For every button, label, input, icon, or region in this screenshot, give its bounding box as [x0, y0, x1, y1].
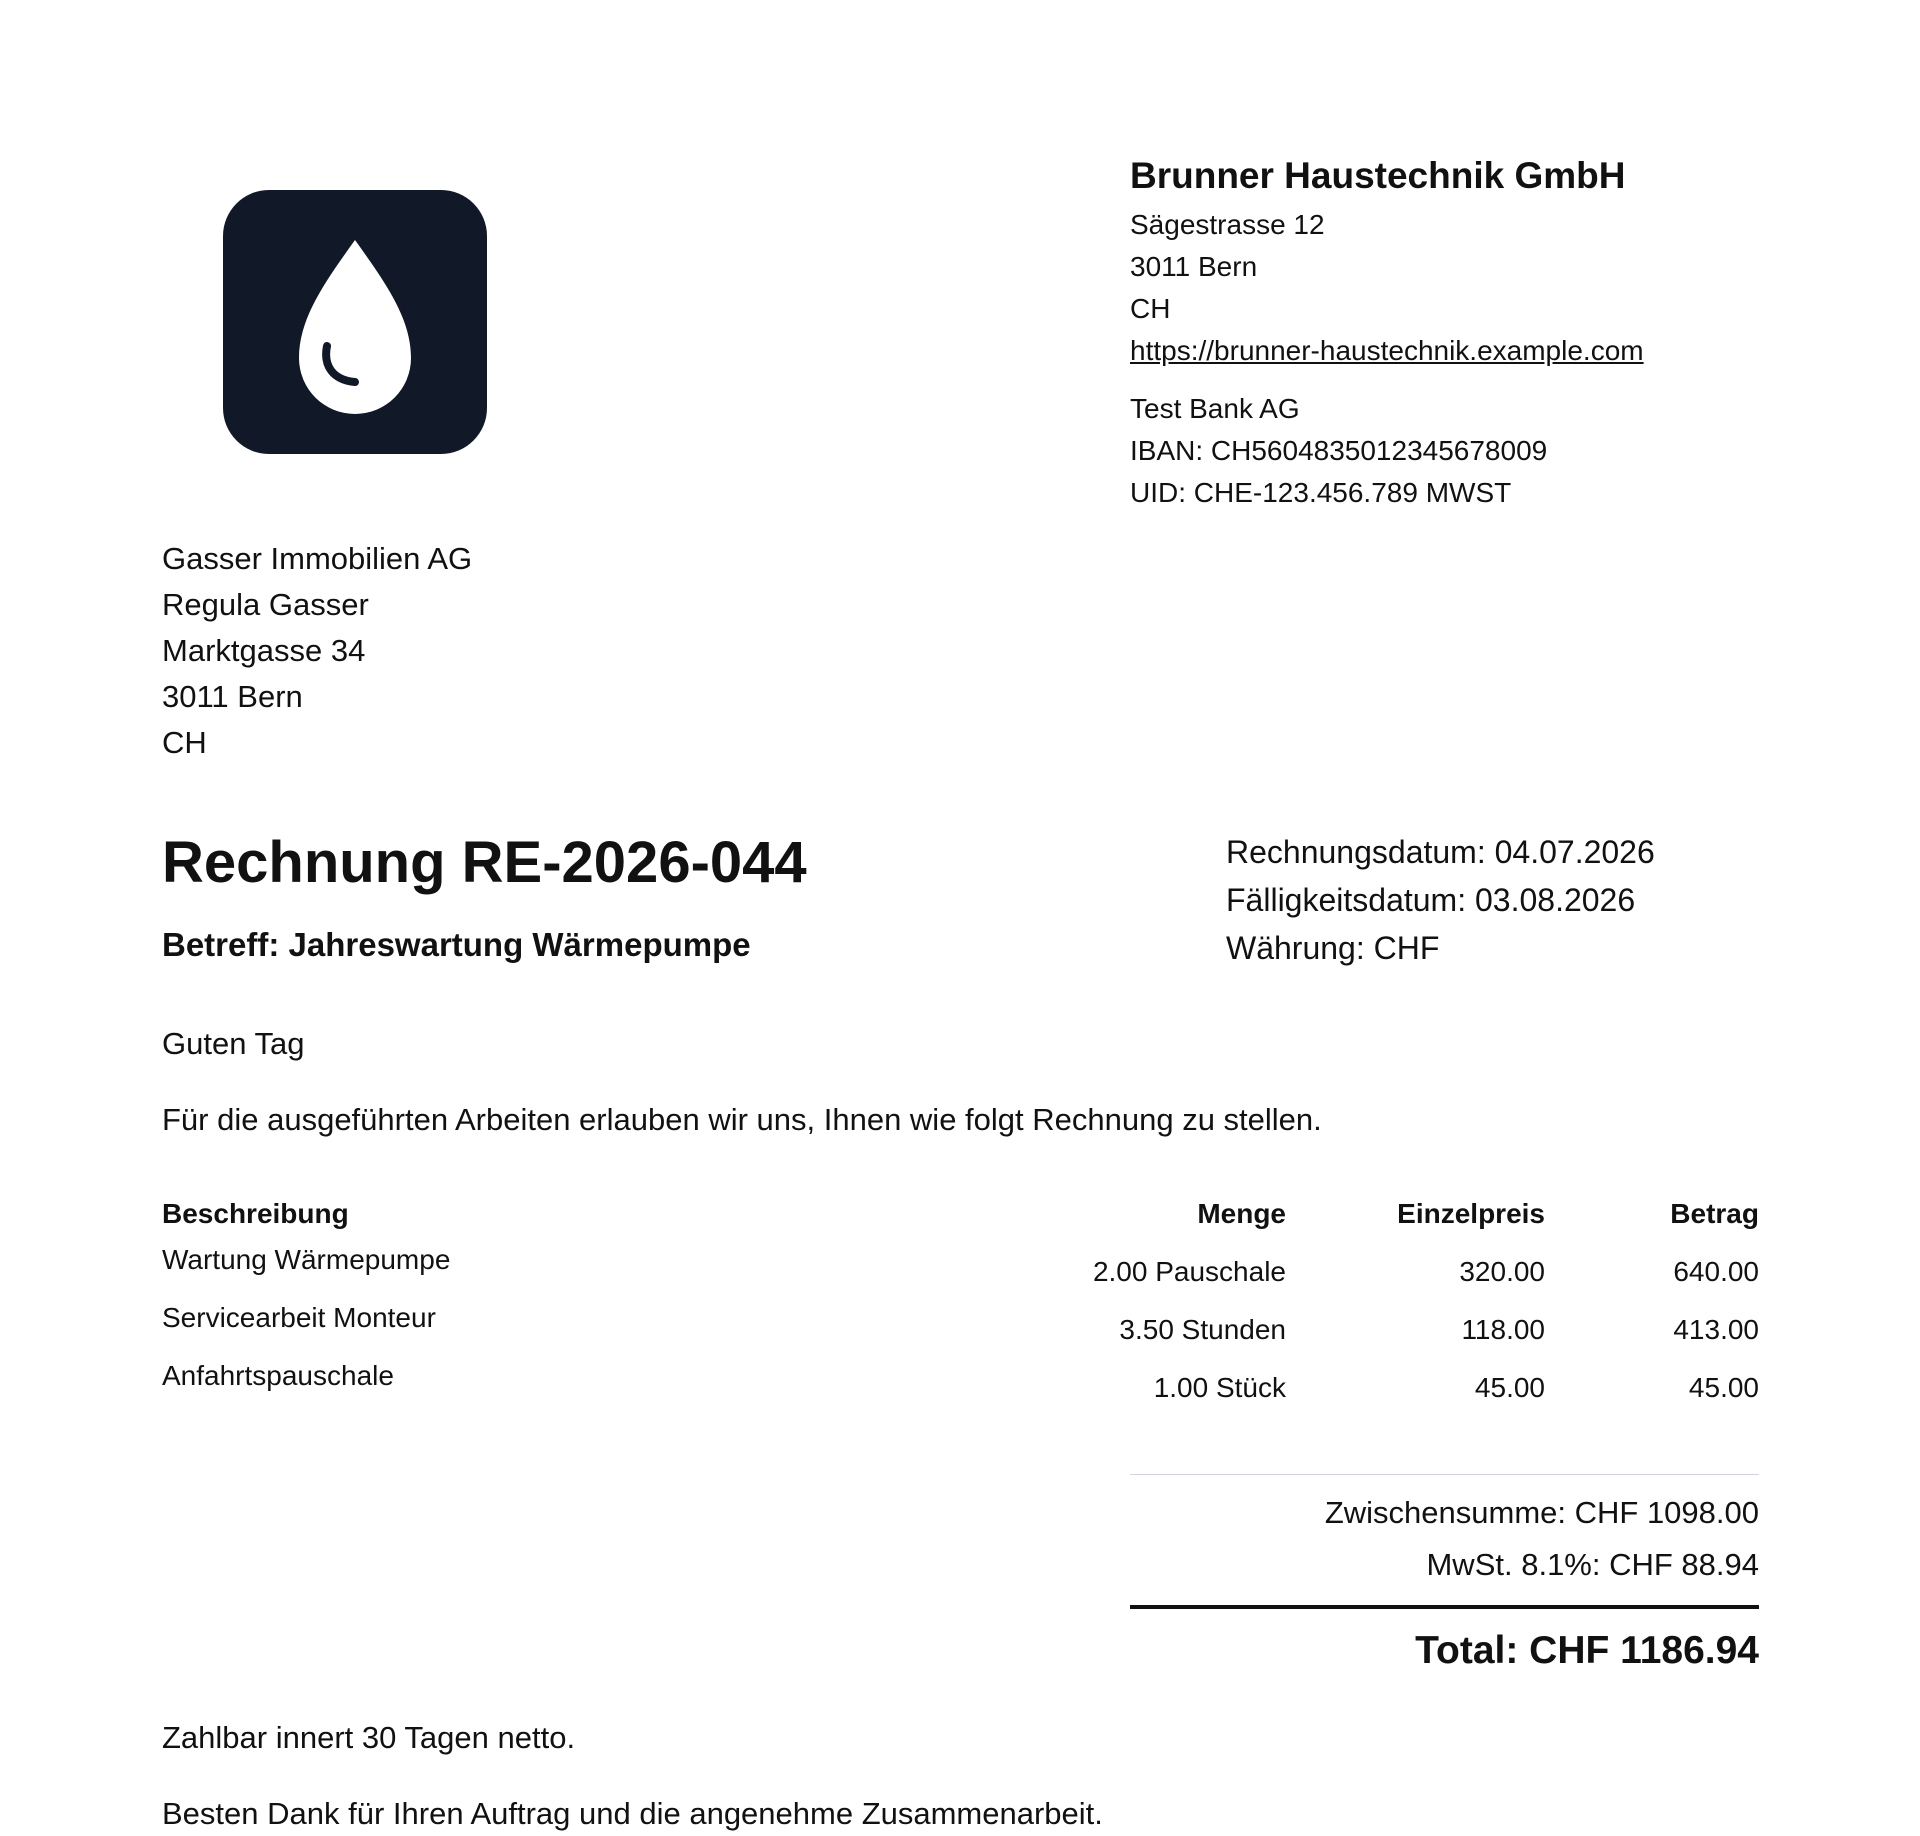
totals-block [1130, 1474, 1759, 1677]
table-row [162, 1354, 1759, 1412]
recipient-city: 3011 Bern [162, 679, 303, 714]
invoice-due-date: Fälligkeitsdatum: 03.08.2026 [1226, 882, 1636, 918]
header-description: Beschreibung [162, 1198, 349, 1229]
invoice-meta [1226, 828, 1655, 972]
grand-total: Total: CHF 1186.94 [1415, 1629, 1759, 1672]
recipient-street: Marktgasse 34 [162, 633, 366, 668]
table-row [162, 1296, 1759, 1354]
recipient-contact: Regula Gasser [162, 587, 369, 622]
sender-website-link[interactable]: https://brunner-haustechnik.example.com [1130, 335, 1644, 366]
sender-uid: UID: CHE-123.456.789 MWST [1130, 477, 1512, 508]
row-unit-price: 45.00 [1474, 1372, 1545, 1403]
row-amount: 413.00 [1673, 1314, 1759, 1345]
total-divider [1130, 1605, 1759, 1609]
invoice-subject: Betreff: Jahreswartung Wärmepumpe [162, 926, 751, 963]
row-amount: 640.00 [1673, 1256, 1759, 1287]
recipient-country: CH [162, 725, 207, 760]
row-quantity: 1.00 Stück [1153, 1372, 1286, 1403]
sender-street: Sägestrasse 12 [1130, 209, 1325, 240]
header-amount: Betrag [1670, 1198, 1759, 1229]
sender-country: CH [1130, 293, 1171, 324]
payment-terms: Zahlbar innert 30 Tagen netto. [162, 1720, 576, 1755]
company-logo [223, 190, 487, 454]
row-description: Servicearbeit Monteur [162, 1302, 436, 1333]
subtotal: Zwischensumme: CHF 1098.00 [1324, 1495, 1759, 1530]
line-items-table [162, 1190, 1759, 1412]
sender-city: 3011 Bern [1130, 251, 1258, 282]
greeting: Guten Tag [162, 1026, 305, 1061]
invoice-date: Rechnungsdatum: 04.07.2026 [1226, 834, 1655, 870]
header-quantity: Menge [1197, 1198, 1286, 1229]
intro-text: Für die ausgeführten Arbeiten erlauben wir uns, Ihnen wie folgt Rechnung zu stellen. [162, 1102, 1322, 1137]
invoice-currency: Währung: CHF [1226, 930, 1440, 966]
sender-bank: Test Bank AG [1130, 393, 1300, 424]
sender-iban: IBAN: CH5604835012345678009 [1130, 435, 1548, 466]
invoice-title: Rechnung RE-2026-044 [162, 830, 807, 895]
row-unit-price: 320.00 [1459, 1256, 1545, 1287]
row-description: Wartung Wärmepumpe [162, 1244, 451, 1275]
table-row [162, 1238, 1759, 1296]
closing-text: Besten Dank für Ihren Auftrag und die angenehme Zusammenarbeit. [162, 1796, 1103, 1831]
table-header [162, 1190, 1759, 1238]
row-amount: 45.00 [1688, 1372, 1759, 1403]
recipient-company: Gasser Immobilien AG [162, 541, 473, 576]
vat-amount: MwSt. 8.1%: CHF 88.94 [1426, 1547, 1759, 1582]
totals-divider [1130, 1474, 1759, 1475]
row-unit-price: 118.00 [1461, 1314, 1545, 1345]
recipient-block [162, 536, 472, 766]
row-quantity: 3.50 Stunden [1119, 1314, 1286, 1345]
row-description: Anfahrtspauschale [162, 1360, 394, 1391]
header-unit-price: Einzelpreis [1397, 1198, 1545, 1229]
row-quantity: 2.00 Pauschale [1092, 1256, 1286, 1287]
sender-company-name: Brunner Haustechnik GmbH [1130, 155, 1626, 196]
sender-block [1130, 150, 1830, 514]
water-drop-icon [223, 190, 487, 454]
